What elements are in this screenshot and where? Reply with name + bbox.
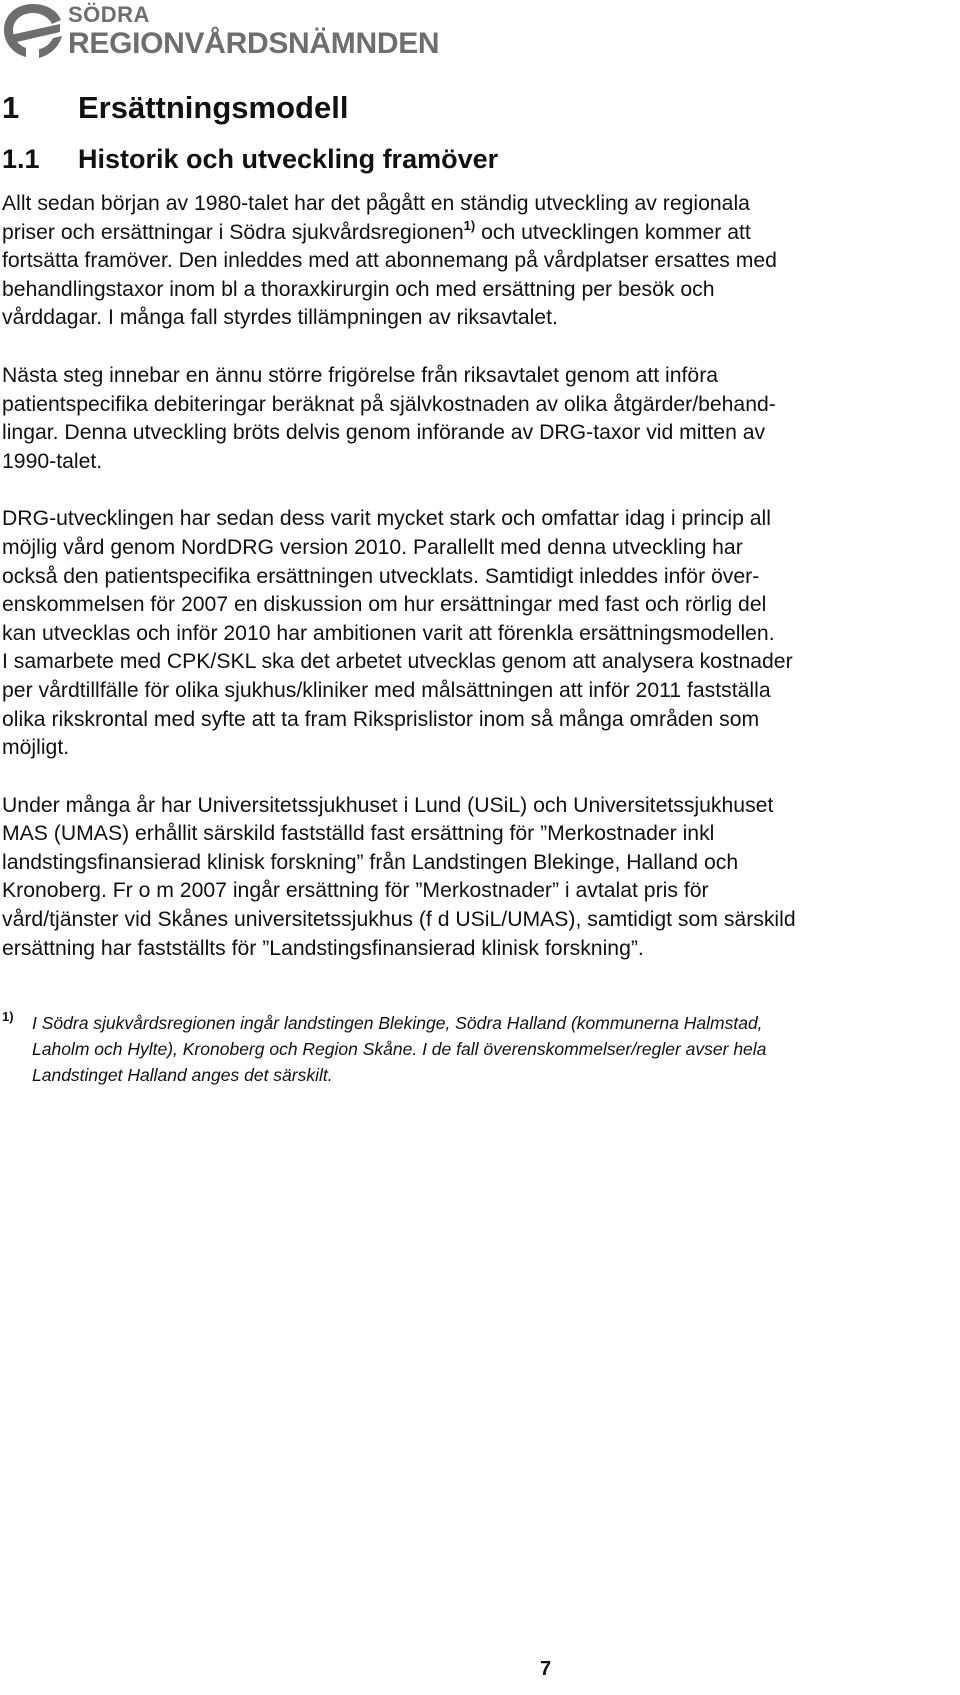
text-line: kan utvecklas och inför 2010 har ambitionen varit att förenkla ersättningsmodellen. [2,621,775,645]
text-line [2,219,952,248]
text-line: Allt sedan början av 1980-talet har det pågått en ständig utveckling av regionala [2,192,750,215]
text-line: behandlingstaxor inom bl a thoraxkirurgin och med ersättning per besök och [2,277,715,301]
paragraph-university-hospitals [2,792,952,964]
footnote-text [32,1010,952,1088]
body-text [2,190,952,992]
text-line: olika rikskrontal med syfte att ta fram Riksprislistor inom så många områden som [2,707,760,731]
text-line: också den patientspecifika ersättningen utvecklats. Samtidigt inleddes inför över- [2,564,760,588]
text-line: ersättning har fastställts för ”Landstingsfinansierad klinisk forskning”. [2,936,644,960]
paragraph-drg [2,505,952,762]
text-line: lingar. Denna utveckling bröts delvis genom införande av DRG-taxor vid mitten av [2,421,766,445]
footnote-marker: 1) [2,1009,14,1024]
text-fragment: priser och ersättningar i Södra sjukvårdsregionen [2,220,464,244]
section-title: Historik och utveckling framöver [78,144,499,174]
text-line: I samarbete med CPK/SKL ska det arbetet utvecklas genom att analysera kostnader [2,650,793,674]
paragraph-next-step [2,362,952,476]
logo-text-top: SÖDRA [68,2,150,27]
text-line: Under många år har Universitetssjukhuset i Lund (USiL) och Universitetssjukhuset [2,793,774,817]
text-line: enskommelsen för 2007 en diskussion om hur ersättningar med fast och rörlig del [2,593,767,617]
page-number: 7 [540,1658,552,1680]
text-line: möjlig vård genom NordDRG version 2010. Parallellt med denna utveckling har [2,535,743,559]
text-line: vårddagar. I många fall styrdes tillämpningen av riksavtalet. [2,306,558,330]
text-line: Nästa steg innebar en ännu större frigörelse från riksavtalet genom att införa [2,363,719,387]
paragraph-history [2,190,952,333]
logo-text-bottom: REGIONVÅRDSNÄMNDEN [68,27,440,60]
text-line: DRG-utvecklingen har sedan dess varit mycket stark och omfattar idag i princip all [2,507,771,531]
text-line: möjligt. [2,736,70,760]
text-line: 1990-talet. [2,449,103,473]
text-line: vård/tjänster vid Skånes universitetssjukhus (f d USiL/UMAS), samtidigt som särskild [2,908,796,932]
footnote-reference: 1) [463,217,476,233]
chapter-title: Ersättningsmodell [78,90,349,125]
text-line: patientspecifika debiteringar beräknat på självkostnaden av olika åtgärder/behand- [2,392,776,416]
chapter-number: 1 [2,90,20,125]
section-heading [2,144,498,175]
text-fragment: och utvecklingen kommer att [475,220,751,244]
logo-mark-icon [2,2,64,60]
text-line: Laholm och Hylte), Kronoberg och Region Skåne. I de fall överenskommelser/regler avser hela [32,1039,767,1059]
text-line: landstingsfinansierad klinisk forskning” från Landstingen Blekinge, Halland och [2,850,739,874]
section-number: 1.1 [2,144,40,174]
organization-logo [2,2,442,60]
chapter-heading [2,90,348,126]
text-line: per vårdtillfälle för olika sjukhus/kliniker med målsättningen att inför 2011 fastställa [2,678,771,702]
text-line: fortsätta framöver. Den inleddes med att abonnemang på vårdplatser ersattes med [2,249,777,273]
text-line: I Södra sjukvårdsregionen ingår landstingen Blekinge, Södra Halland (kommunerna Halmstad, [32,1013,763,1033]
text-line: MAS (UMAS) erhållit särskild fastställd fast ersättning för ”Merkostnader inkl [2,822,715,846]
text-line: Landstinget Halland anges det särskilt. [32,1065,333,1085]
text-line: Kronoberg. Fr o m 2007 ingår ersättning för ”Merkostnader” i avtalat pris för [2,879,709,903]
footnote [2,1010,952,1088]
